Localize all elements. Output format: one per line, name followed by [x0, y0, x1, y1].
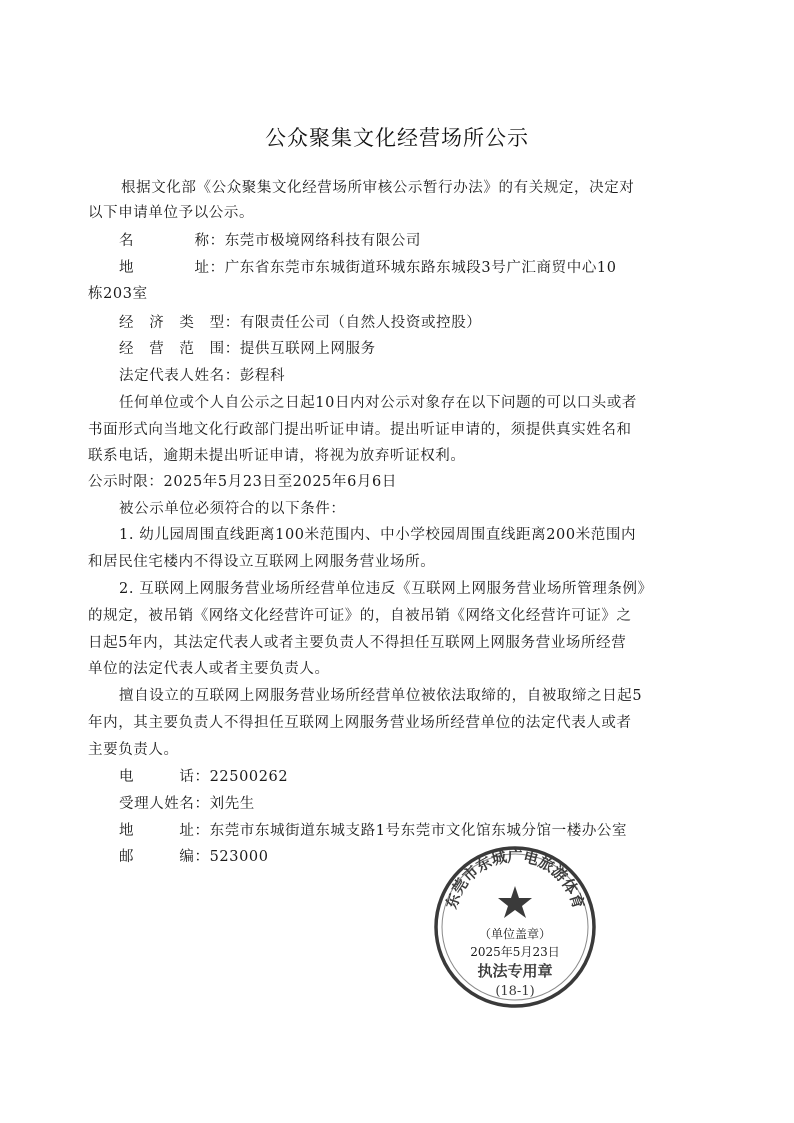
condition-2-line-2: 的规定，被吊销《网络文化经营许可证》的，自被吊销《网络文化经营许可证》之: [88, 608, 632, 624]
condition-2-line-4: 单位的法定代表人或者主要负责人。: [88, 661, 330, 677]
applicant-rep-value: 彭程科: [239, 368, 286, 384]
applicant-address-row: [119, 258, 617, 278]
condition-2-line-1: 2. 互联网上网服务营业场所经营单位违反《互联网上网服务营业场所管理条例》: [119, 581, 653, 597]
applicant-scope-row: [119, 339, 376, 359]
applicant-address-value-2: 栋203室: [88, 286, 148, 302]
seal-center-line-1: （单位盖章）: [478, 927, 552, 941]
objection-line-1: 任何单位或个人自公示之日起10日内对公示对象存在以下问题的可以口头或者: [119, 395, 637, 411]
seal-bottom-text: 执法专用章: [477, 962, 553, 980]
condition-1-line-1: 1. 幼儿园周围直线距离100米范围内、中小学校园周围直线距离200米范围内: [119, 527, 637, 543]
contact-receiver-label: 受理人姓名：: [119, 796, 210, 812]
condition-3-line-2: 年内，其主要负责人不得担任互联网上网服务营业场所经营单位的法定代表人或者: [88, 715, 632, 731]
applicant-type-label: 经 济 类 型：: [119, 315, 240, 331]
seal-arc-text: 东莞市东城广电旅游体育: [442, 847, 588, 912]
contact-phone-row: [119, 767, 288, 787]
objection-line-2: 书面形式向当地文化行政部门提出听证申请。提出听证申请的，须提供真实姓名和: [88, 422, 632, 438]
contact-address-value: 东莞市东城街道东城支路1号东莞市文化馆东城分馆一楼办公室: [209, 823, 628, 839]
applicant-scope-label: 经 营 范 围：: [119, 341, 240, 357]
contact-postal-value: 523000: [209, 849, 269, 865]
condition-3-line-3: 主要负责人。: [88, 742, 179, 758]
applicant-type-row: [119, 313, 481, 333]
intro-line-1: 根据文化部《公众聚集文化经营场所审核公示暂行办法》的有关规定，决定对: [121, 180, 635, 196]
contact-postal-row: [119, 847, 269, 867]
contact-phone-label: 电 话：: [119, 769, 210, 785]
objection-line-3: 联系电话，逾期未提出听证申请，将视为放弃听证权利。: [88, 448, 466, 464]
condition-3-line-1: 擅自设立的互联网上网服务营业场所经营单位被依法取缔的，自被取缔之日起5: [119, 688, 643, 704]
page-title: 公众聚集文化经营场所公示: [265, 126, 529, 150]
notice-period: 公示时限：2025年5月23日至2025年6月6日: [88, 474, 397, 490]
official-seal: [430, 842, 600, 1012]
contact-receiver-value: 刘先生: [209, 796, 255, 812]
contact-phone-value: 22500262: [209, 769, 289, 785]
applicant-rep-row: [119, 366, 285, 386]
applicant-name-label: 名 称：: [119, 233, 225, 249]
applicant-type-value: 有限责任公司（自然人投资或控股）: [239, 315, 482, 331]
contact-address-row: [119, 821, 627, 841]
condition-1-line-2: 和居民住宅楼内不得设立互联网上网服务营业场所。: [88, 554, 436, 570]
seal-code: (18-1): [495, 984, 535, 999]
seal-star-icon: [498, 886, 532, 918]
contact-postal-label: 邮 编：: [119, 849, 210, 865]
conditions-heading: 被公示单位必须符合的以下条件：: [119, 501, 346, 517]
condition-2-line-3: 日起5年内，其法定代表人或者主要负责人不得担任互联网上网服务营业场所经营: [88, 635, 627, 651]
contact-receiver-row: [119, 794, 255, 814]
applicant-address-label: 地 址：: [119, 260, 225, 276]
applicant-name-row: [119, 231, 421, 251]
contact-address-label: 地 址：: [119, 823, 210, 839]
applicant-name-value: 东莞市极境网络科技有限公司: [224, 233, 422, 249]
applicant-scope-value: 提供互联网上网服务: [239, 341, 376, 357]
applicant-address-value-1: 广东省东莞市东城街道环城东路东城段3号广汇商贸中心10: [224, 260, 617, 276]
intro-line-2: 以下申请单位予以公示。: [88, 205, 255, 221]
applicant-rep-label: 法定代表人姓名：: [119, 368, 240, 384]
seal-center-line-2: 2025年5月23日: [470, 945, 560, 959]
